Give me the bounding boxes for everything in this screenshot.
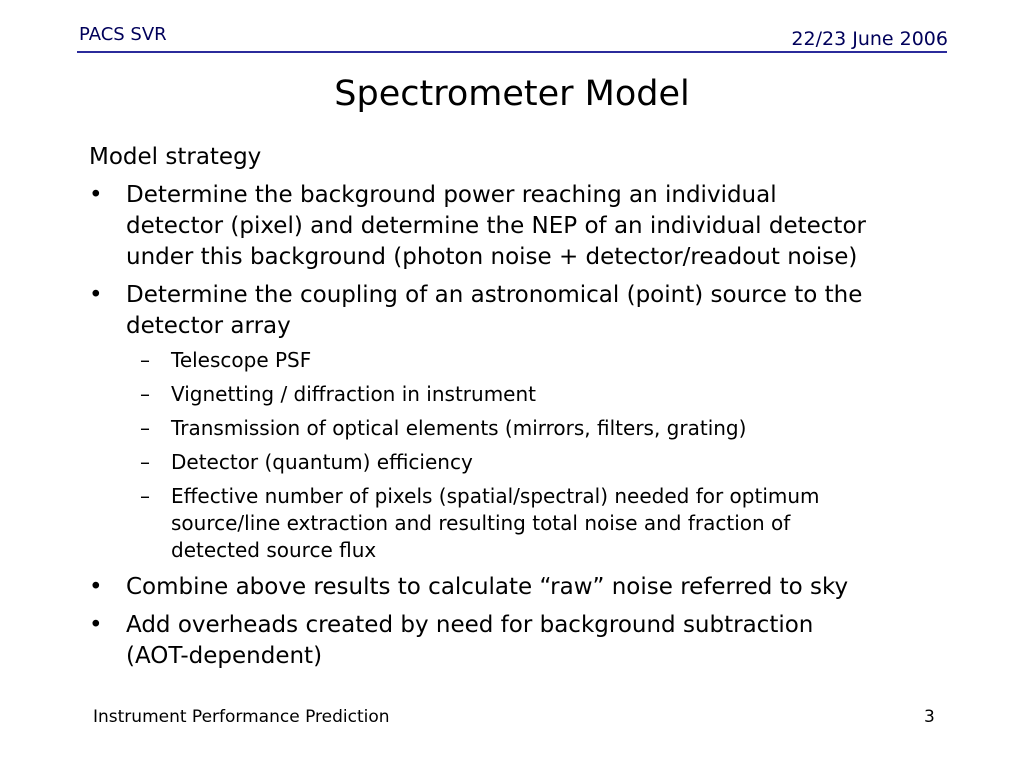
- bullet-1-line-2: detector (pixel) and determine the NEP of an individual detector: [126, 213, 866, 239]
- slide-title: Spectrometer Model: [334, 74, 690, 114]
- bullet-marker: •: [89, 282, 103, 308]
- bullet-4-line-1: Add overheads created by need for background subtraction: [126, 612, 814, 638]
- bullet-1-line-3: under this background (photon noise + detector/readout noise): [126, 244, 858, 270]
- footer-title: Instrument Performance Prediction: [93, 707, 390, 727]
- page-number: 3: [924, 707, 935, 727]
- bullet-marker: •: [89, 612, 103, 638]
- dash-marker: –: [140, 382, 150, 406]
- bullet-marker: •: [89, 574, 103, 600]
- dash-marker: –: [140, 348, 150, 372]
- dash-marker: –: [140, 416, 150, 440]
- bullet-3-line-1: Combine above results to calculate “raw” noise referred to sky: [126, 574, 849, 600]
- bullet-2-line-2: detector array: [126, 313, 291, 339]
- sub-item-effective-pixels-line-1: Effective number of pixels (spatial/spectral) needed for optimum: [171, 484, 820, 508]
- bullet-marker: •: [89, 182, 103, 208]
- sub-item-effective-pixels-line-2: source/line extraction and resulting total noise and fraction of: [171, 511, 791, 535]
- bullet-1-line-1: Determine the background power reaching an individual: [126, 182, 777, 208]
- bullet-2-line-1: Determine the coupling of an astronomical (point) source to the: [126, 282, 863, 308]
- header-left-text: PACS SVR: [79, 24, 167, 45]
- sub-item-transmission: Transmission of optical elements (mirrors, filters, grating): [171, 416, 747, 440]
- sub-item-telescope-psf: Telescope PSF: [171, 348, 312, 372]
- sub-item-vignetting: Vignetting / diffraction in instrument: [171, 382, 536, 406]
- section-heading: Model strategy: [89, 144, 262, 170]
- header-date: 22/23 June 2006: [791, 28, 948, 50]
- sub-item-effective-pixels-line-3: detected source flux: [171, 538, 377, 562]
- dash-marker: –: [140, 484, 150, 508]
- dash-marker: –: [140, 450, 150, 474]
- sub-item-detector-efficiency: Detector (quantum) efficiency: [171, 450, 473, 474]
- bullet-4-line-2: (AOT-dependent): [126, 643, 323, 669]
